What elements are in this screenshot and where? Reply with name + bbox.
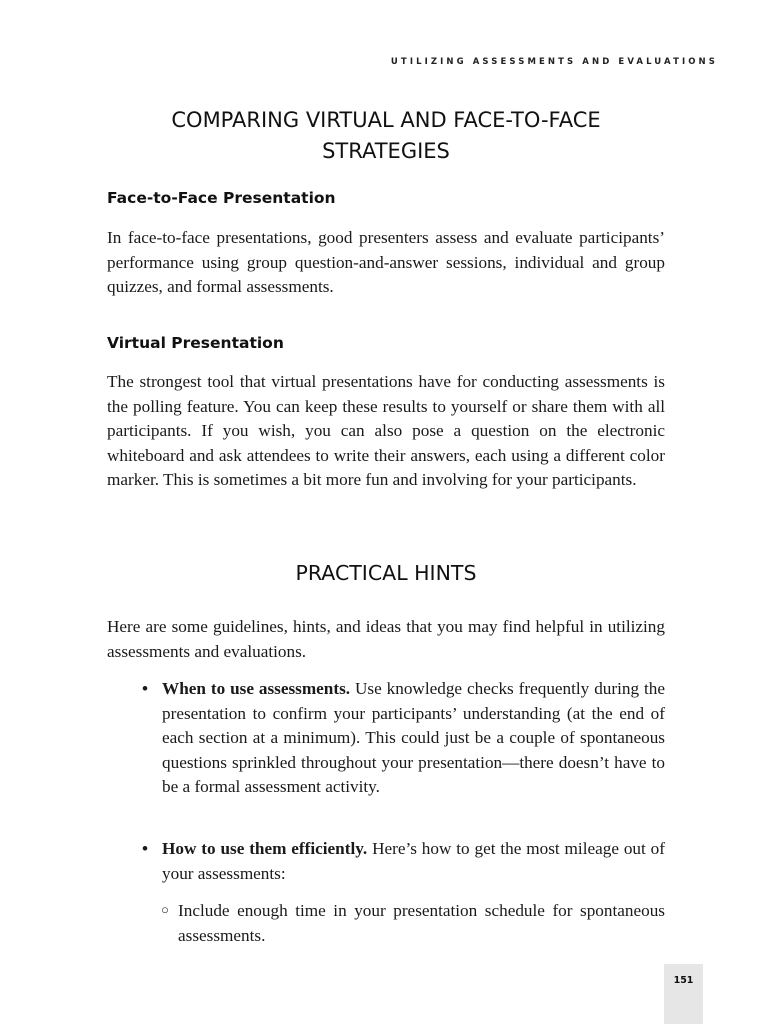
page-number-tab bbox=[664, 964, 703, 1024]
section-title-line-1: COMPARING VIRTUAL AND FACE-TO-FACE bbox=[171, 108, 601, 132]
bullet-text: Here’s how to get the most mileage out of your assessments: bbox=[162, 839, 665, 883]
section-title-line-2: STRATEGIES bbox=[322, 139, 450, 163]
page-number: 151 bbox=[673, 975, 694, 986]
bullet-text: Use knowledge checks frequently during the presentation to confirm your participants’ understanding (at the end of each section at a minimum). This could just be a couple of spontaneous questions sprinkled throughout your presentation—there doesn’t have to be a formal assessment activity. bbox=[162, 679, 665, 797]
practical-hints-intro: Here are some guidelines, hints, and ideas that you may find helpful in utilizing assessments and evaluations. bbox=[107, 617, 665, 661]
bullet-marker: • bbox=[142, 839, 149, 858]
face-to-face-paragraph: In face-to-face presentations, good presenters assess and evaluate participants’ performance using group question-and-answer sessions, individual and group quizzes, and formal assessments. bbox=[107, 228, 665, 297]
bullet-lead: When to use assessments. bbox=[162, 679, 351, 698]
bullet-lead: How to use them efficiently. bbox=[162, 839, 368, 858]
sub-bullet-marker: ○ bbox=[161, 902, 169, 917]
face-to-face-heading: Face-to-Face Presentation bbox=[107, 189, 336, 207]
section-title-practical-hints: PRACTICAL HINTS bbox=[295, 561, 477, 585]
virtual-paragraph: The strongest tool that virtual presentations have for conducting assessments is the polling feature. You can keep these results to yourself or share them with all participants. If you wish, you can also pose a question on the electronic whiteboard and ask attendees to write their answers, each using a different color marker. This is sometimes a bit more fun and involving for your participants. bbox=[107, 372, 665, 490]
bullet-when-to-use bbox=[142, 677, 665, 800]
sub-bullet-text: Include enough time in your presentation schedule for spontaneous assessments. bbox=[178, 901, 665, 945]
sub-bullet-include-time bbox=[161, 899, 665, 948]
running-head: UTILIZING ASSESSMENTS AND EVALUATIONS bbox=[390, 57, 718, 67]
bullet-how-to-use bbox=[142, 837, 665, 886]
bullet-marker: • bbox=[142, 679, 149, 698]
section-title-comparing bbox=[107, 105, 665, 167]
virtual-heading: Virtual Presentation bbox=[107, 334, 284, 352]
